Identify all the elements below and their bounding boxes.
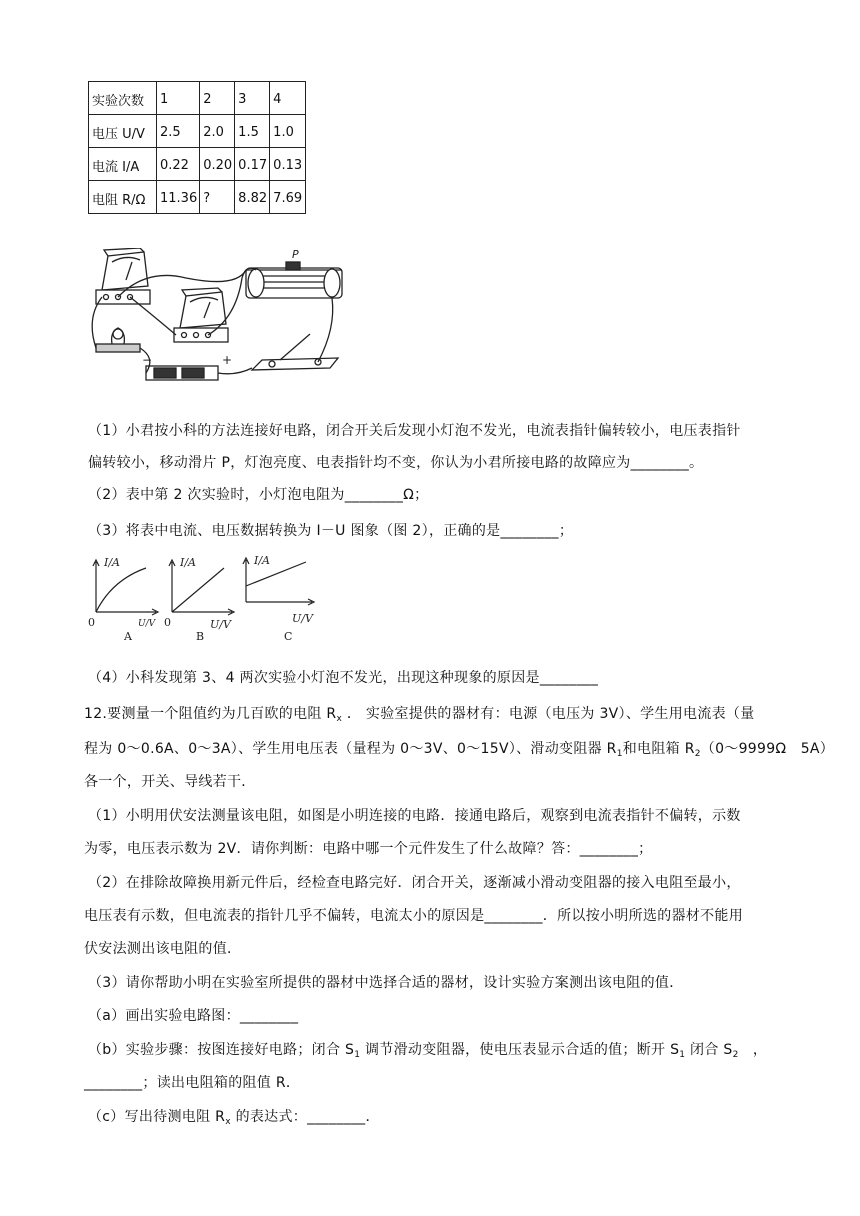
graph-a-ylabel: I/A <box>104 556 120 569</box>
table-cell: 2.5 <box>157 115 200 148</box>
q12-intro-line2 <box>84 739 834 764</box>
experiment-table <box>88 81 306 214</box>
table-cell: 1.0 <box>270 115 306 148</box>
graph-a-letter: A <box>124 630 132 643</box>
graph-b-letter: B <box>196 630 205 643</box>
q12-intro-text: 和电阻箱 R <box>622 741 695 757</box>
subscript: 1 <box>354 1050 361 1060</box>
table-cell: 11.36 <box>157 181 200 214</box>
graph-option-a <box>88 556 158 643</box>
q11-part3: （3）将表中电流、电压数据转换为 I－U 图象（图 2），正确的是________； <box>88 523 574 539</box>
graph-option-b <box>164 556 234 643</box>
q12-part3: （3）请你帮助小明在实验室所提供的器材中选择合适的器材，设计实验方案测出该电阻的值． <box>88 975 684 991</box>
q12-part-b-line1 <box>88 1040 767 1065</box>
q12-part2-line1: （2）在排除故障换用新元件后，经检查电路完好．闭合开关，逐渐减小滑动变阻器的接入电阻至最小， <box>88 875 741 891</box>
q12-part-c-text: （c）写出待测电阻 R <box>88 1109 226 1125</box>
q12-part2-line2: 电压表有示数，但电流表的指针几乎不偏转，电流太小的原因是________．所以按小明所选的器材不能用 <box>84 908 743 924</box>
table-cell: 7.69 <box>270 181 306 214</box>
table-cell: 电流 I/A <box>89 148 157 181</box>
q12-part-b-line2: ________；读出电阻箱的阻值 R． <box>84 1075 301 1091</box>
subscript: 2 <box>694 749 701 759</box>
table-cell: 1 <box>157 82 200 115</box>
q12-part-c-text: 的表达式：________． <box>230 1109 380 1125</box>
table-header-row <box>89 82 306 115</box>
ammeter-drawing <box>174 288 228 342</box>
q12-part-b-text: ， <box>738 1042 768 1058</box>
table-cell: 8.82 <box>235 181 270 214</box>
q11-part1-line2: 偏转较小，移动滑片 P，灯泡亮度、电表指针均不变，你认为小君所接电路的故障应为________。 <box>88 455 704 471</box>
subscript: x <box>336 714 343 724</box>
graph-b-ylabel: I/A <box>180 556 196 569</box>
table-cell: 0.17 <box>235 148 270 181</box>
q12-part1-line1: （1）小明用伏安法测量该电阻，如图是小明连接的电路．接通电路后，观察到电流表指针不偏转，示数 <box>88 808 741 824</box>
table-cell: 0.20 <box>200 148 235 181</box>
q12-part2-line3: 伏安法测出该电阻的值． <box>84 941 242 957</box>
table-cell: 0.22 <box>157 148 200 181</box>
battery-minus-label: − <box>142 353 153 367</box>
rheostat-p-label: P <box>292 248 299 261</box>
q12-intro-text: （0～9999Ω 5A） <box>700 741 835 757</box>
graph-c-letter: C <box>284 630 293 643</box>
circuit-illustration <box>86 248 356 384</box>
switch-drawing <box>252 334 338 370</box>
table-cell: 1.5 <box>235 115 270 148</box>
q12-part-c <box>88 1107 380 1132</box>
table-row <box>89 181 306 214</box>
table-cell: 实验次数 <box>89 82 157 115</box>
table-cell: 0.13 <box>270 148 306 181</box>
table-row <box>89 115 306 148</box>
table-row <box>89 148 306 181</box>
table-cell: 3 <box>235 82 270 115</box>
iu-graph-options <box>86 556 326 644</box>
subscript: 1 <box>679 1050 686 1060</box>
q11-part2: （2）表中第 2 次实验时，小灯泡电阻为________Ω； <box>88 487 429 503</box>
graph-c-xlabel: U/V <box>292 612 313 625</box>
graph-b-xlabel: U/V <box>210 618 231 631</box>
q12-intro-line1 <box>84 704 755 729</box>
q12-intro-line3: 各一个，开关、导线若干． <box>84 774 256 790</box>
q12-intro-text: ． 实验室提供的器材有：电源（电压为 3V）、学生用电流表（量 <box>342 706 755 722</box>
q12-part-a: （a）画出实验电路图：________ <box>88 1008 299 1024</box>
table-cell: ? <box>200 181 235 214</box>
table-cell: 4 <box>270 82 306 115</box>
graph-option-c <box>243 556 314 643</box>
q11-part1-line1: （1）小君按小科的方法连接好电路，闭合开关后发现小灯泡不发光，电流表指针偏转较小，电压表指针 <box>88 423 741 439</box>
q12-part-b-text: （b）实验步骤：按图连接好电路；闭合 S <box>88 1042 355 1058</box>
lamp-drawing <box>96 328 140 352</box>
rheostat-drawing <box>246 262 342 298</box>
graph-c-ylabel: I/A <box>254 556 270 567</box>
q11-part4: （4）小科发现第 3、4 两次实验小灯泡不发光，出现这种现象的原因是________ <box>88 670 599 686</box>
graph-b-origin: 0 <box>164 616 171 629</box>
subscript: 1 <box>616 749 623 759</box>
subscript: 2 <box>732 1050 739 1060</box>
q12-part1-line2: 为零，电压表示数为 2V．请你判断：电路中哪一个元件发生了什么故障？答：________； <box>84 841 653 857</box>
q12-intro-text: 程为 0～0.6A、0～3A）、学生用电压表（量程为 0～3V、0～15V）、滑动变阻器 R <box>84 741 617 757</box>
battery-plus-label: + <box>222 353 233 367</box>
voltmeter-drawing <box>96 248 150 304</box>
q12-part-b-text: 调节滑动变阻器，使电压表显示合适的值；断开 S <box>360 1042 680 1058</box>
graph-a-xlabel: U/V <box>138 619 156 629</box>
q12-intro-text: 12.要测量一个阻值约为几百欧的电阻 R <box>84 706 337 722</box>
graph-a-origin: 0 <box>88 616 95 629</box>
table-cell: 电阻 R/Ω <box>89 181 157 214</box>
table-cell: 电压 U/V <box>89 115 157 148</box>
table-cell: 2.0 <box>200 115 235 148</box>
table-cell: 2 <box>200 82 235 115</box>
q12-part-b-text: 闭合 S <box>685 1042 733 1058</box>
battery-drawing <box>146 366 218 380</box>
subscript: x <box>225 1117 231 1127</box>
